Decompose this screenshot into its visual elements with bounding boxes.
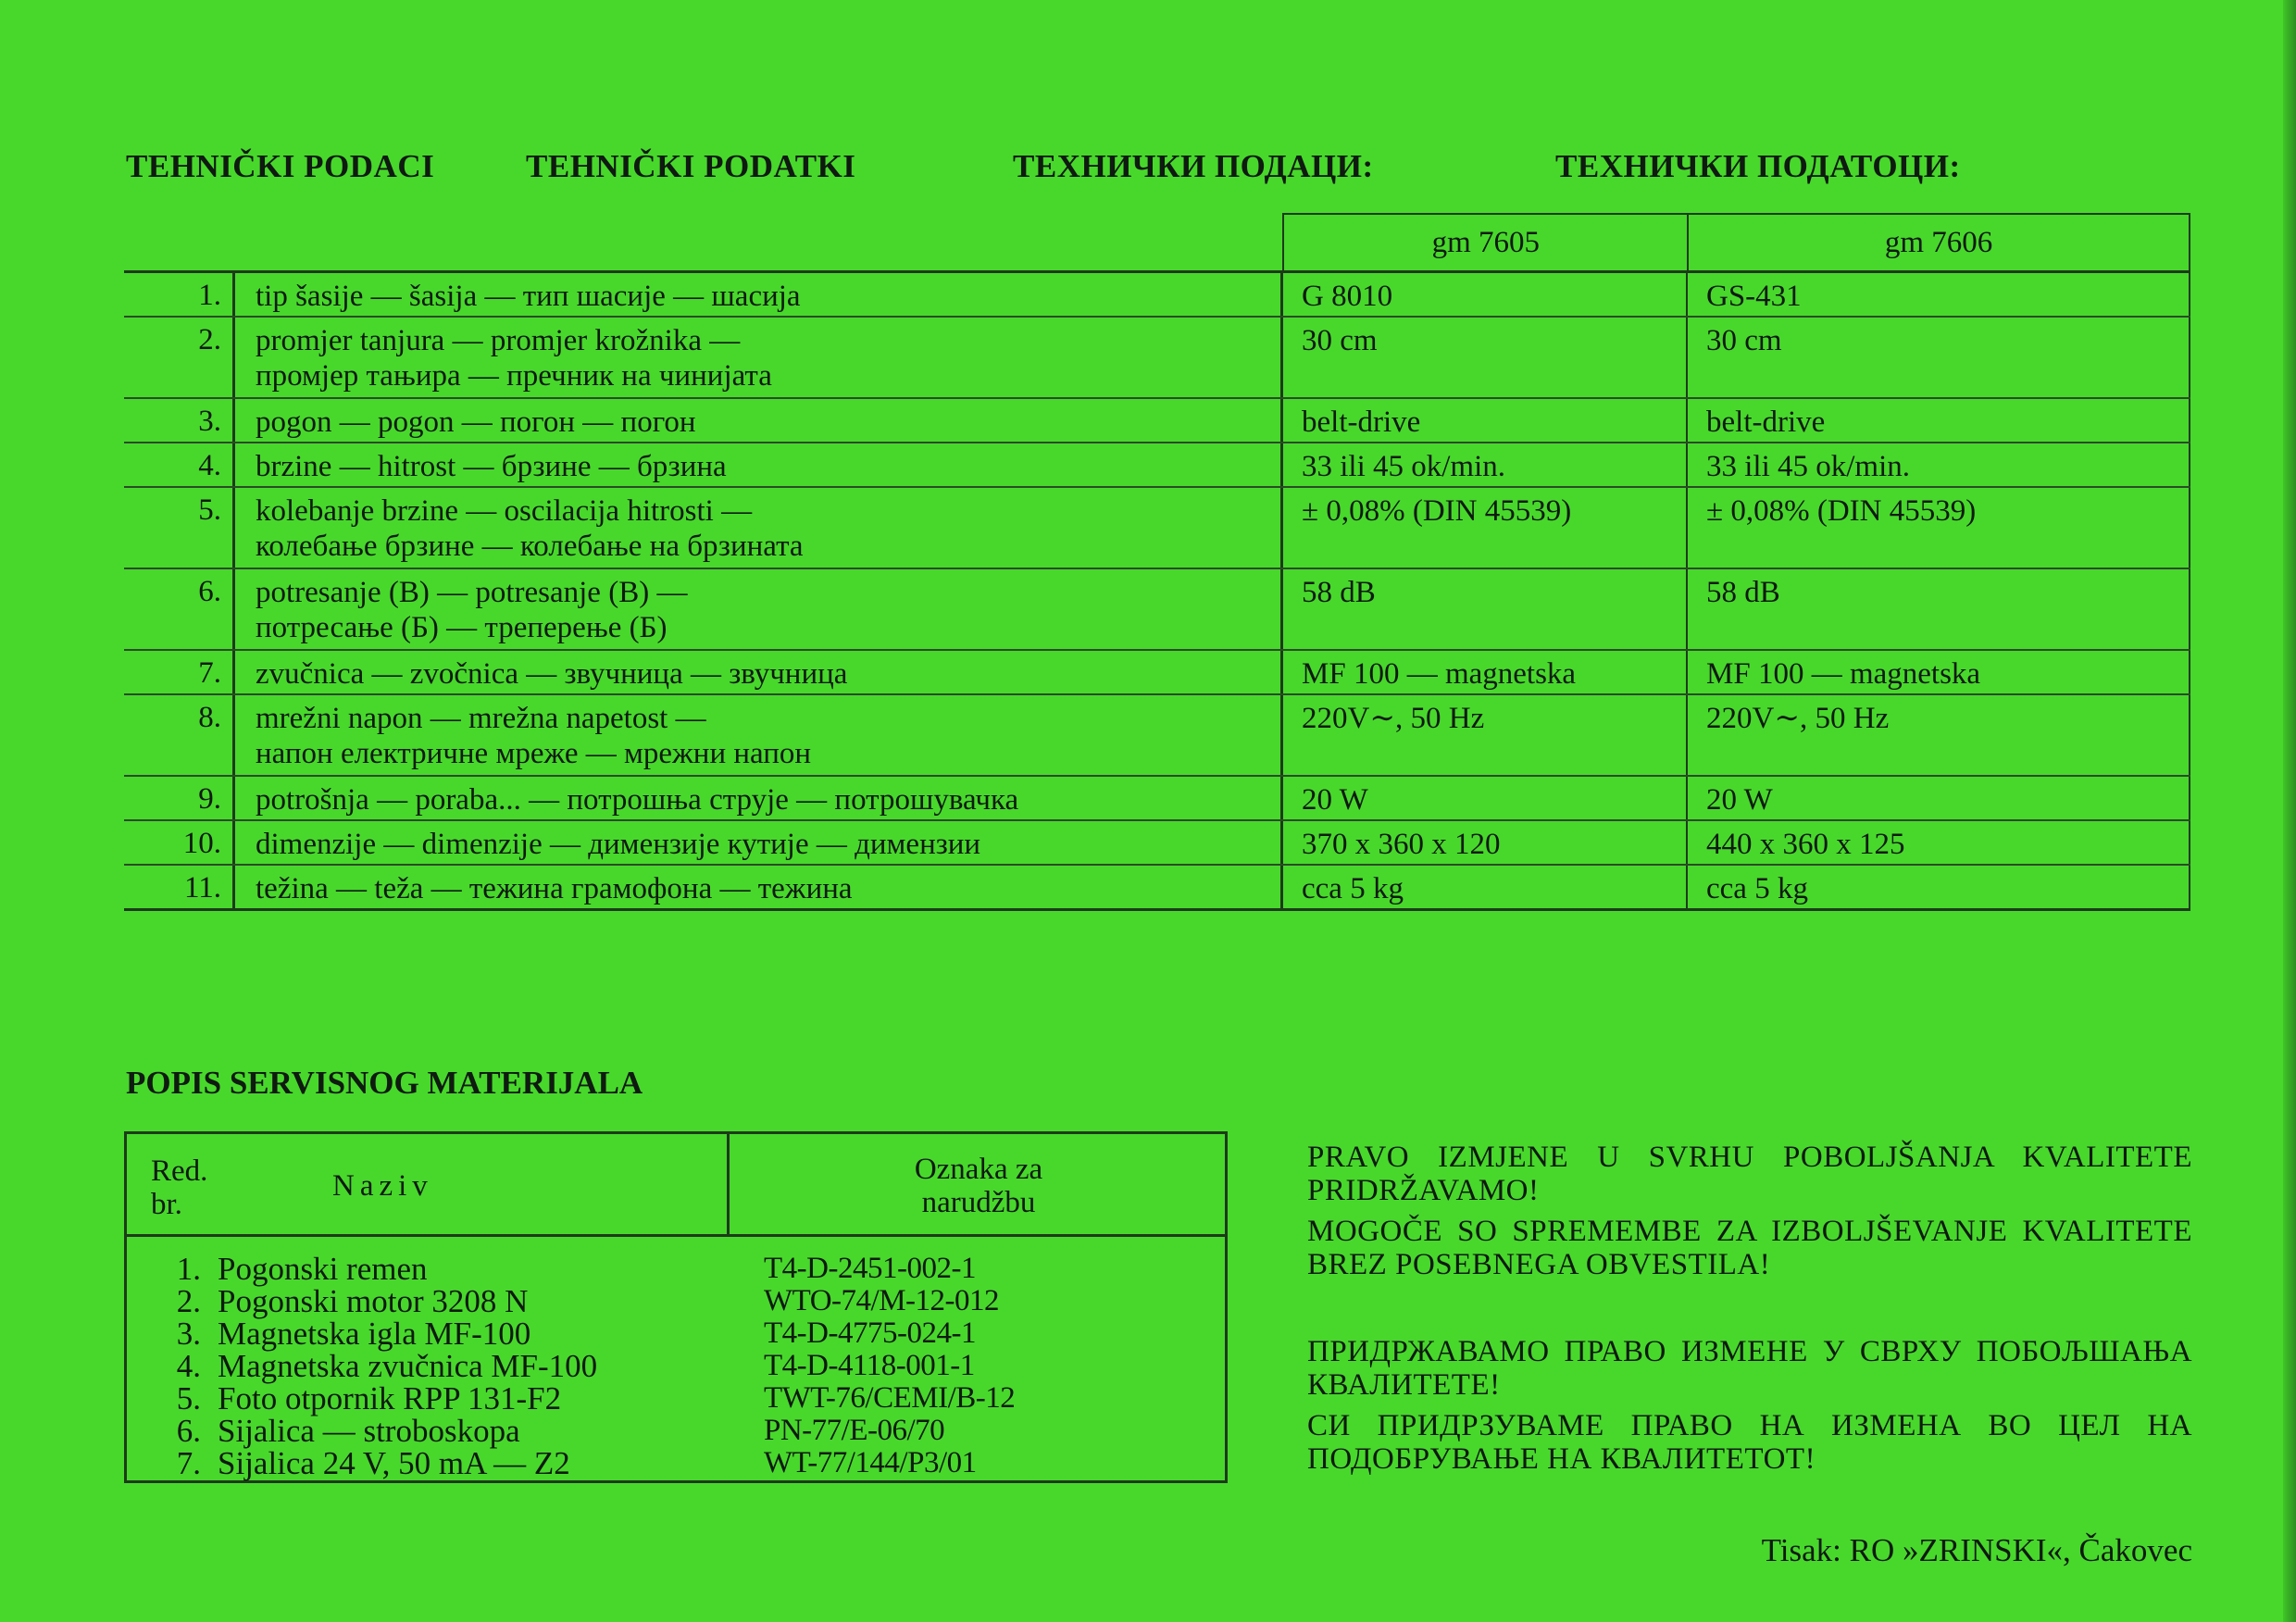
spec-row [124,777,2190,821]
technical-data-table [124,213,2190,911]
spec-row-description [235,399,1283,442]
value-gm-7606: 20 W [1688,777,2190,819]
value-gm-7606: 30 cm [1688,318,2190,397]
header-red-label: Red. [151,1154,208,1188]
model-7605-header: gm 7605 [1282,213,1687,270]
heading-slovenian: TEHNIČKI PODATKI [526,148,856,184]
description-line-2: колебање брзине — колебање на брзината [256,530,804,563]
description-line-1: pogon — pogon — погон — погон [256,406,696,439]
item-number: 6. [176,1413,201,1449]
header-order-code [729,1153,1229,1219]
spec-row [124,866,2190,908]
spec-row [124,569,2190,651]
spec-row-number: 3. [124,399,235,442]
value-gm-7605: 220V∼, 50 Hz [1283,695,1688,775]
spec-row-description [235,488,1283,568]
spec-row [124,821,2190,866]
header-oznaka-label: Oznaka za [914,1153,1043,1186]
description-line-1: potrošnja — poraba... — потрошња струје — потрошувачка [256,783,1019,817]
heading-row [126,148,2200,194]
item-number: 3. [176,1316,201,1352]
description-line-1: promjer tanjura — promjer krožnika — [256,324,741,357]
printer-credit: Tisak: RO »ZRINSKI«, Čakovec [1761,1532,2192,1568]
service-item [164,1285,1015,1317]
spec-row [124,443,2190,488]
value-gm-7606: GS-431 [1688,273,2190,316]
description-line-2: потресање (Б) — треперење (Б) [256,611,668,644]
item-number: 7. [176,1445,201,1481]
spec-row [124,318,2190,399]
spec-rows [124,270,2190,911]
value-gm-7606: 220V∼, 50 Hz [1688,695,2190,775]
service-material-table [124,1131,1228,1483]
value-gm-7605: 33 ili 45 ok/min. [1283,443,1688,486]
model-7606-header: gm 7606 [1687,213,2190,270]
spec-row-number: 6. [124,569,235,649]
page-edge [2283,0,2296,1622]
spec-row [124,488,2190,569]
item-order-code: TWT-76/CEMI/B-12 [764,1381,1016,1415]
item-name: Foto otpornik RPP 131-F2 [218,1380,562,1416]
value-gm-7606: cca 5 kg [1688,866,2190,908]
description-line-1: brzine — hitrost — брзине — брзина [256,450,727,483]
value-gm-7605: 370 x 360 x 120 [1283,821,1688,864]
description-line-1: potresanje (B) — potresanje (B) — [256,576,688,609]
item-name: Sijalica — stroboskopa [218,1413,520,1449]
item-order-code: T4-D-2451-002-1 [764,1252,976,1285]
header-name: Naziv [332,1169,433,1203]
spec-row-number: 10. [124,821,235,864]
value-gm-7606: belt-drive [1688,399,2190,442]
item-name: Magnetska zvučnica MF-100 [218,1348,598,1384]
spec-row [124,695,2190,777]
value-gm-7606: 33 ili 45 ok/min. [1688,443,2190,486]
value-gm-7605: belt-drive [1283,399,1688,442]
value-gm-7605: cca 5 kg [1283,866,1688,908]
value-gm-7606: 440 x 360 x 125 [1688,821,2190,864]
description-line-1: kolebanje brzine — oscilacija hitrosti — [256,494,753,528]
value-gm-7606: 58 dB [1688,569,2190,649]
heading-macedonian: ТЕХНИЧКИ ПОДАТОЦИ: [1555,148,1961,184]
value-gm-7605: MF 100 — magnetska [1283,651,1688,693]
header-row-number [151,1154,207,1221]
item-order-code: PN-77/E-06/70 [764,1414,945,1447]
description-line-1: tip šasije — šasija — тип шасије — шасија [256,280,801,313]
value-gm-7605: ± 0,08% (DIN 45539) [1283,488,1688,568]
spec-row-number: 5. [124,488,235,568]
service-item [164,1317,1015,1350]
item-order-code: WT-77/144/P3/01 [764,1446,977,1479]
spec-row [124,399,2190,443]
notice-macedonian: СИ ПРИДРЗУВАМЕ ПРАВО НА ИЗМЕНА ВО ЦЕЛ НА ПОДОБРУВАЊЕ НА КВАЛИТЕТОТ! [1307,1409,2192,1476]
service-material-title: POPIS SERVISNOG MATERIJALA [126,1065,643,1101]
spec-row-description [235,866,1283,908]
notice-slovenian: MOGOČE SO SPREMEMBE ZA IZBOLJŠEVANJE KVALITETE BREZ POSEBNEGA OBVESTILA! [1307,1215,2192,1281]
item-number: 2. [176,1283,201,1319]
item-number: 4. [176,1348,201,1384]
notice-croatian: PRAVO IZMJENE U SVRHU POBOLJŠANJA KVALITETE PRIDRŽAVAMO! [1307,1141,2192,1207]
notice-serbian: ПРИДРЖАВАМО ПРАВО ИЗМЕНЕ У СВРХУ ПОБОЉШАЊА КВАЛИТЕТЕ! [1307,1335,2192,1402]
revision-notice [1307,1141,2192,1483]
heading-serbian: ТЕХНИЧКИ ПОДАЦИ: [1013,148,1374,184]
service-item [164,1253,1015,1285]
item-order-code: T4-D-4118-001-1 [764,1349,975,1382]
value-gm-7605: G 8010 [1283,273,1688,316]
description-line-1: zvučnica — zvočnica — звучница — звучница [256,657,848,691]
item-name: Sijalica 24 V, 50 mA — Z2 [218,1445,570,1481]
spec-row-description [235,273,1283,316]
spec-row-description [235,695,1283,775]
item-order-code: T4-D-4775-024-1 [764,1316,976,1350]
description-line-2: напон електричне мреже — мрежни напон [256,737,812,770]
item-name: Magnetska igla MF-100 [218,1316,531,1352]
header-br-label: br. [151,1188,182,1221]
item-number: 1. [176,1251,201,1287]
service-item [164,1382,1015,1415]
spec-row-number: 9. [124,777,235,819]
item-name: Pogonski motor 3208 N [218,1283,529,1319]
service-item [164,1350,1015,1382]
spec-row-description [235,777,1283,819]
item-name: Pogonski remen [218,1251,428,1287]
spec-row-description [235,569,1283,649]
spec-row-number: 2. [124,318,235,397]
spec-row-number: 1. [124,273,235,316]
spec-row [124,273,2190,318]
spec-row-description [235,651,1283,693]
spec-row-number: 4. [124,443,235,486]
spec-row-number: 7. [124,651,235,693]
service-item [164,1447,1015,1479]
item-number: 5. [176,1380,201,1416]
model-header-row [124,213,2190,270]
spec-row-description [235,821,1283,864]
spec-row-number: 8. [124,695,235,775]
description-line-1: dimenzije — dimenzije — димензије кутије — димензии [256,828,981,861]
spec-row-description [235,443,1283,486]
heading-croatian: TEHNIČKI PODACI [126,148,435,184]
value-gm-7605: 20 W [1283,777,1688,819]
header-narudzbu-label: narudžbu [921,1186,1036,1219]
value-gm-7605: 58 dB [1283,569,1688,649]
description-line-2: промјер тањира — пречник на чинијата [256,359,772,393]
service-items [164,1253,1015,1479]
service-item [164,1415,1015,1447]
spec-row-number: 11. [124,866,235,908]
description-line-1: težina — teža — тежина грамофона — тежина [256,872,853,905]
item-order-code: WTO-74/M-12-012 [764,1284,1000,1317]
value-gm-7606: MF 100 — magnetska [1688,651,2190,693]
spec-row [124,651,2190,695]
value-gm-7605: 30 cm [1283,318,1688,397]
spec-row-description [235,318,1283,397]
description-line-1: mrežni napon — mrežna napetost — [256,702,706,735]
value-gm-7606: ± 0,08% (DIN 45539) [1688,488,2190,568]
